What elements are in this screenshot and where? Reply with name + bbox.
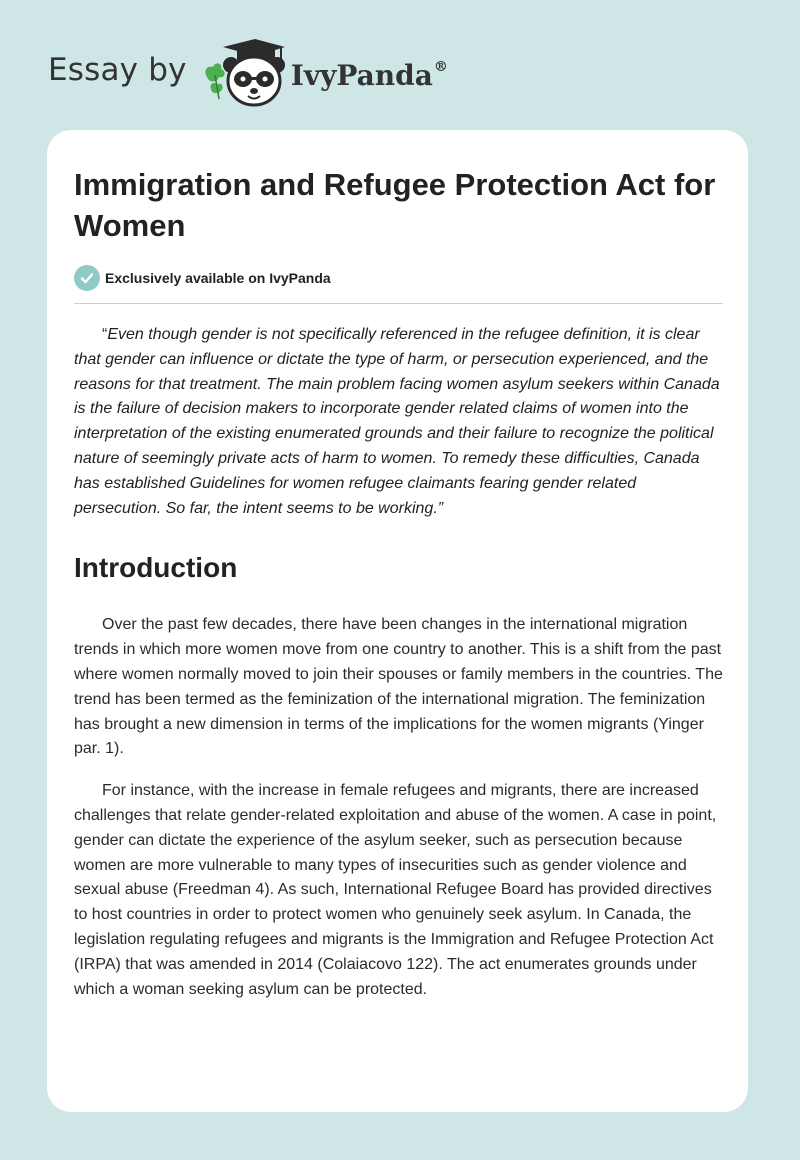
quote-text: Even though gender is not specifically referenced in the refugee definition, it is clear that gender can influence or dictate the type of harm, or persecution experienced, and the reasons for that treatment. The main problem facing women asylum seekers within Canada is the failure of decision makers to incorporate gender related claims of women into the interpretation of the existing enumerated grounds and their failure to recognize the political nature of seemingly private acts of harm to women. To remedy these difficulties, Canada has established Guidelines for women refugee claimants fearing gender related persecution. So far, the intent seems to be working.” (74, 326, 720, 517)
panda-graduate-icon (201, 37, 285, 109)
brand-name (291, 59, 448, 92)
body-paragraph: For instance, with the increase in female refugees and migrants, there are increased challenges that relate gender-related exploitation and abuse of the women. A case in point, gender can dictate the experience of the asylum seeker, such as persecution because women are more vulnerable to many types of insecurities such as gender violence and sexual abuse (Freedman 4). As such, International Refugee Board has provided directives to host countries in order to protect women who genuinely seek asylum. In Canada, the legislation regulating refugees and migrants is the Immigration and Refugee Protection Act (IRPA) that was amended in 2014 (Colaiacovo 122). The act enumerates grounds under which a woman seeking asylum can be protected. (74, 782, 717, 998)
brand-name-text: IvyPanda (290, 58, 433, 92)
quote-open-mark: “ (102, 326, 108, 343)
body-paragraph: Over the past few decades, there have been changes in the international migration trends in which more women move from one country to another. This is a shift from the past where women normally moved to join their spouses or family members in the countries. The trend has been termed as the feminization of the international migration. The feminization has brought a new dimension in terms of the implications for the women migrants (Yinger par. 1). (74, 616, 723, 758)
essay-content (74, 164, 724, 1002)
epigraph-quote (74, 323, 724, 521)
exclusive-badge-text: Exclusively available on IvyPanda (105, 270, 331, 286)
exclusive-badge (74, 264, 724, 292)
section-heading-introduction: Introduction (74, 552, 238, 584)
quote-paragraph (74, 323, 724, 521)
brand-header[interactable] (48, 38, 448, 108)
check-icon (74, 265, 100, 291)
essay-title: Immigration and Refugee Protection Act for Women (74, 167, 716, 243)
brand-prefix: Essay by (48, 52, 187, 88)
divider (74, 303, 723, 304)
essay-card (47, 130, 748, 1112)
registered-mark: ® (433, 58, 448, 75)
